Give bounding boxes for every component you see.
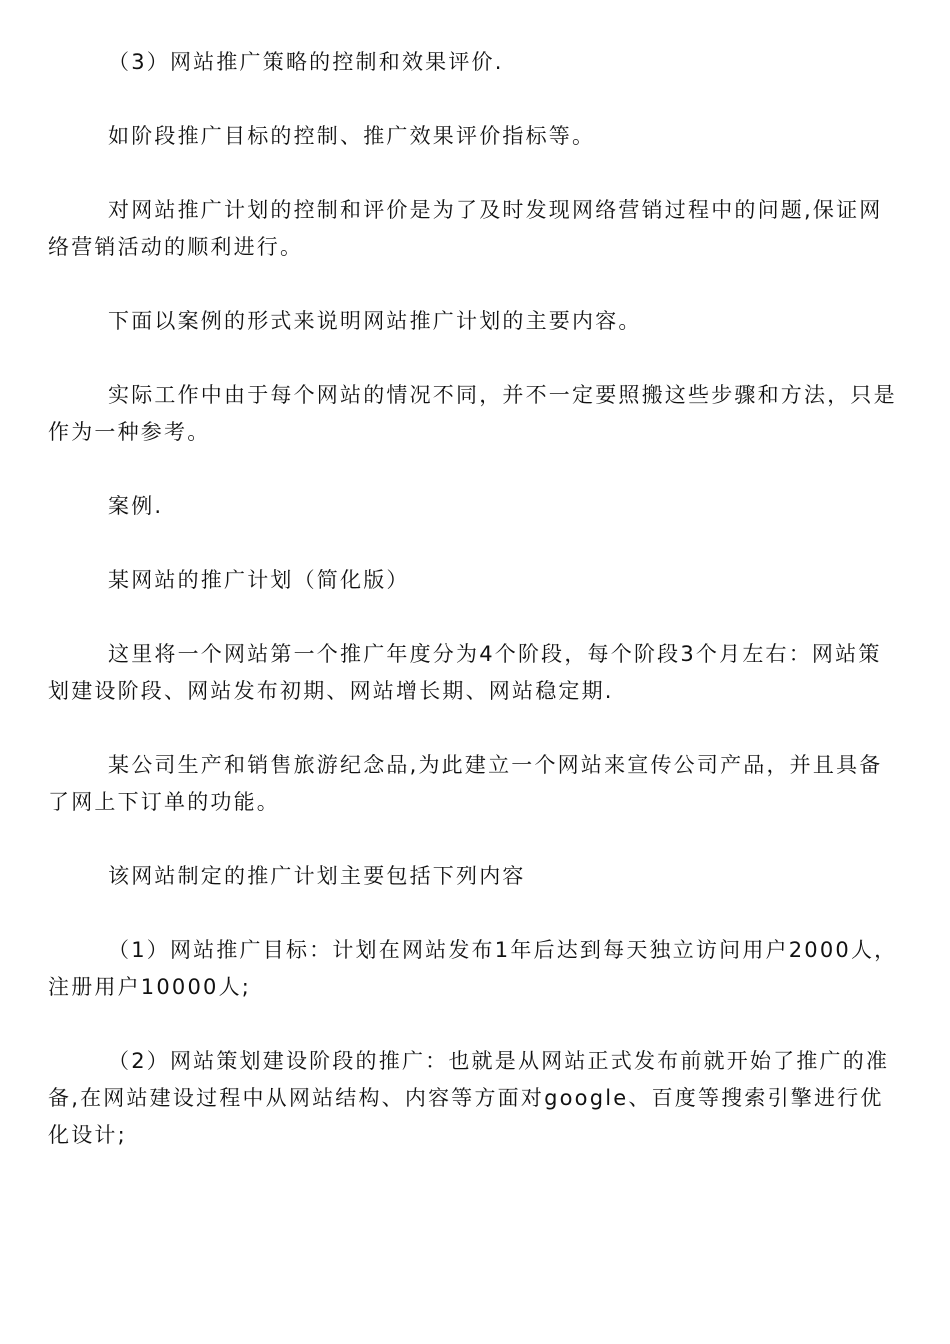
paragraph-plan-contents: 该网站制定的推广计划主要包括下列内容 xyxy=(108,864,526,888)
paragraph-control-purpose: 对网站推广计划的控制和评价是为了及时发现网络营销过程中的问题,保证网络营销活动的顺利进行。 xyxy=(48,198,883,259)
paragraph-planning-stage: （2）网站策划建设阶段的推广：也就是从网站正式发布前就开始了推广的准备,在网站建设过程中从网站结构、内容等方面对google、百度等搜索引擎进行优化设计; xyxy=(48,1049,890,1147)
paragraph-case-intro: 下面以案例的形式来说明网站推广计划的主要内容。 xyxy=(108,309,642,333)
paragraph-company-background: 某公司生产和销售旅游纪念品,为此建立一个网站来宣传公司产品，并且具备了网上下订单的功能。 xyxy=(48,753,883,814)
paragraph-reference-note: 实际工作中由于每个网站的情况不同，并不一定要照搬这些步骤和方法，只是作为一种参考。 xyxy=(48,383,897,444)
paragraph-case-title: 某网站的推广计划（简化版） xyxy=(108,568,410,592)
paragraph-case-label: 案例. xyxy=(108,494,164,518)
paragraph-strategy-control: （3）网站推广策略的控制和效果评价. xyxy=(108,50,504,74)
paragraph-promotion-goal: （1）网站推广目标：计划在网站发布1年后达到每天独立访问用户2000人，注册用户10000人; xyxy=(48,938,898,999)
paragraph-four-stages: 这里将一个网站第一个推广年度分为4个阶段，每个阶段3个月左右：网站策划建设阶段、网站发布初期、网站增长期、网站稳定期. xyxy=(48,642,882,703)
paragraph-stage-goals: 如阶段推广目标的控制、推广效果评价指标等。 xyxy=(108,124,596,148)
